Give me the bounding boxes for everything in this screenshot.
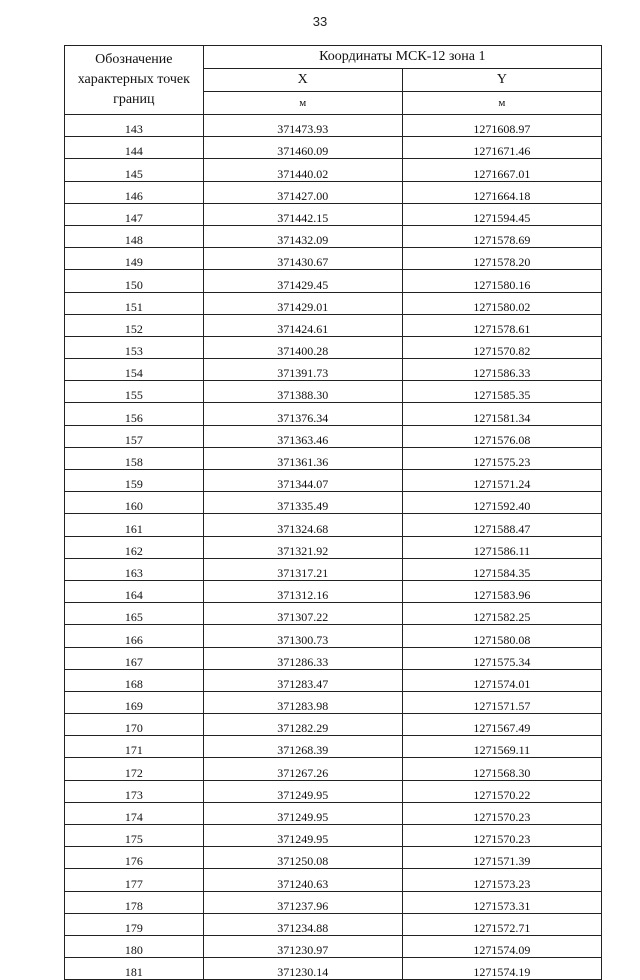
point-cell	[65, 470, 204, 492]
y-cell	[402, 691, 601, 713]
coordinates-table	[64, 45, 602, 980]
point-cell	[65, 381, 204, 403]
point-cell	[65, 625, 204, 647]
y-cell-value: 1271588.47	[473, 521, 531, 536]
table-row	[65, 714, 602, 736]
x-cell	[203, 403, 402, 425]
y-cell	[402, 425, 601, 447]
x-cell-value: 371376.34	[277, 410, 329, 425]
y-cell	[402, 270, 601, 292]
y-cell	[402, 359, 601, 381]
point-cell	[65, 758, 204, 780]
table-row	[65, 514, 602, 536]
y-cell-value: 1271573.31	[473, 898, 531, 913]
y-cell-value: 1271568.30	[473, 765, 531, 780]
y-cell	[402, 137, 601, 159]
x-cell	[203, 270, 402, 292]
x-cell-value: 371321.92	[277, 543, 329, 558]
point-cell	[65, 536, 204, 558]
point-cell-value: 148	[124, 233, 143, 248]
table-row	[65, 536, 602, 558]
page-number: 33	[312, 14, 328, 29]
table-row	[65, 492, 602, 514]
table-row	[65, 425, 602, 447]
y-cell-value: 1271570.22	[473, 787, 531, 802]
x-cell-value: 371430.67	[277, 255, 329, 270]
y-cell-value: 1271580.02	[473, 299, 531, 314]
y-cell	[402, 736, 601, 758]
x-cell	[203, 847, 402, 869]
y-cell-value: 1271583.96	[473, 588, 531, 603]
table-row	[65, 359, 602, 381]
y-cell-value: 1271571.57	[473, 699, 531, 714]
table-row	[65, 203, 602, 225]
y-cell	[402, 958, 601, 980]
point-cell-value: 177	[124, 876, 143, 891]
point-cell	[65, 137, 204, 159]
x-cell-value: 371237.96	[277, 898, 329, 913]
y-cell-value: 1271576.08	[473, 432, 531, 447]
table-row	[65, 603, 602, 625]
x-cell	[203, 514, 402, 536]
table-row	[65, 248, 602, 270]
x-cell-value: 371283.98	[277, 699, 329, 714]
x-cell	[203, 825, 402, 847]
x-cell	[203, 137, 402, 159]
point-cell	[65, 225, 204, 247]
x-cell	[203, 580, 402, 602]
y-cell-value: 1271574.09	[473, 943, 531, 958]
y-cell-value: 1271578.61	[473, 321, 531, 336]
y-cell	[402, 447, 601, 469]
x-cell	[203, 714, 402, 736]
point-cell-value: 144	[124, 144, 143, 159]
point-cell-value: 168	[124, 676, 143, 691]
y-cell-value: 1271574.19	[473, 965, 531, 980]
y-cell-value: 1271572.71	[473, 920, 531, 935]
x-cell	[203, 869, 402, 891]
x-cell	[203, 558, 402, 580]
x-cell	[203, 536, 402, 558]
y-cell-value: 1271567.49	[473, 721, 531, 736]
table-row	[65, 869, 602, 891]
y-unit: м	[402, 92, 601, 115]
y-cell	[402, 780, 601, 802]
y-cell	[402, 913, 601, 935]
table-row	[65, 625, 602, 647]
y-cell	[402, 292, 601, 314]
table-row	[65, 336, 602, 358]
coordinates-group-header: Координаты МСК-12 зона 1	[203, 46, 601, 69]
table-row	[65, 802, 602, 824]
y-cell	[402, 558, 601, 580]
point-cell-value: 145	[124, 166, 143, 181]
x-cell-value: 371473.93	[277, 122, 329, 137]
point-cell	[65, 891, 204, 913]
point-cell	[65, 714, 204, 736]
x-cell-value: 371240.63	[277, 876, 329, 891]
y-cell	[402, 625, 601, 647]
x-cell-value: 371317.21	[277, 565, 329, 580]
y-cell-value: 1271575.34	[473, 654, 531, 669]
point-cell	[65, 292, 204, 314]
point-cell	[65, 935, 204, 957]
x-cell-value: 371230.97	[277, 943, 329, 958]
y-cell-value: 1271664.18	[473, 188, 531, 203]
point-cell	[65, 447, 204, 469]
x-cell	[203, 470, 402, 492]
y-cell	[402, 669, 601, 691]
point-cell	[65, 159, 204, 181]
y-cell	[402, 403, 601, 425]
x-cell-value: 371429.01	[277, 299, 329, 314]
table-row	[65, 181, 602, 203]
point-cell-value: 159	[124, 477, 143, 492]
y-cell	[402, 203, 601, 225]
point-cell	[65, 425, 204, 447]
x-cell	[203, 802, 402, 824]
x-cell-value: 371440.02	[277, 166, 329, 181]
point-cell-value: 150	[124, 277, 143, 292]
x-cell	[203, 115, 402, 137]
x-cell	[203, 203, 402, 225]
table-row	[65, 780, 602, 802]
x-cell-value: 371300.73	[277, 632, 329, 647]
x-cell-value: 371432.09	[277, 233, 329, 248]
x-cell	[203, 292, 402, 314]
point-cell-value: 180	[124, 943, 143, 958]
x-cell-value: 371282.29	[277, 721, 329, 736]
x-cell	[203, 647, 402, 669]
table-row	[65, 381, 602, 403]
y-cell	[402, 314, 601, 336]
x-cell	[203, 159, 402, 181]
table-row	[65, 137, 602, 159]
point-cell-value: 143	[124, 122, 143, 137]
point-cell-value: 169	[124, 699, 143, 714]
point-cell-value: 152	[124, 321, 143, 336]
y-cell	[402, 181, 601, 203]
point-cell	[65, 181, 204, 203]
y-cell-value: 1271586.33	[473, 366, 531, 381]
y-cell	[402, 336, 601, 358]
table-row	[65, 292, 602, 314]
point-cell-value: 153	[124, 344, 143, 359]
x-cell-value: 371335.49	[277, 499, 329, 514]
y-cell	[402, 802, 601, 824]
point-cell-value: 164	[124, 588, 143, 603]
y-cell-value: 1271581.34	[473, 410, 531, 425]
point-label-header: Обозначение характерных точек границ	[65, 46, 204, 115]
point-cell-value: 173	[124, 787, 143, 802]
y-cell	[402, 825, 601, 847]
point-cell-value: 166	[124, 632, 143, 647]
y-cell-value: 1271578.69	[473, 233, 531, 248]
x-cell	[203, 958, 402, 980]
y-cell	[402, 714, 601, 736]
x-cell	[203, 359, 402, 381]
point-cell-value: 155	[124, 388, 143, 403]
y-cell-value: 1271571.39	[473, 854, 531, 869]
x-header: X	[203, 69, 402, 92]
y-cell-value: 1271570.23	[473, 832, 531, 847]
point-cell-value: 167	[124, 654, 143, 669]
table-row	[65, 891, 602, 913]
table-row	[65, 225, 602, 247]
table-row	[65, 847, 602, 869]
x-cell-value: 371400.28	[277, 344, 329, 359]
table-row	[65, 913, 602, 935]
point-cell	[65, 802, 204, 824]
x-cell	[203, 425, 402, 447]
x-cell-value: 371267.26	[277, 765, 329, 780]
y-cell-value: 1271574.01	[473, 676, 531, 691]
point-cell	[65, 847, 204, 869]
x-cell-value: 371361.36	[277, 455, 329, 469]
x-cell-value: 371249.95	[277, 787, 329, 802]
point-cell-value: 174	[124, 810, 143, 824]
table-row	[65, 115, 602, 137]
point-cell	[65, 514, 204, 536]
x-cell	[203, 913, 402, 935]
point-cell	[65, 248, 204, 270]
x-cell-value: 371312.16	[277, 588, 329, 603]
y-cell	[402, 758, 601, 780]
point-cell-value: 170	[124, 721, 143, 736]
y-cell-value: 1271592.40	[473, 499, 531, 514]
y-cell	[402, 869, 601, 891]
point-cell	[65, 825, 204, 847]
point-cell-value: 161	[124, 521, 143, 536]
x-cell	[203, 736, 402, 758]
y-cell	[402, 381, 601, 403]
table-header	[65, 46, 602, 115]
x-unit: м	[203, 92, 402, 115]
point-cell-value: 157	[124, 432, 143, 447]
x-cell	[203, 336, 402, 358]
point-cell	[65, 492, 204, 514]
table-row	[65, 825, 602, 847]
x-cell-value: 371249.95	[277, 810, 329, 824]
y-cell	[402, 225, 601, 247]
point-cell-value: 154	[124, 366, 143, 381]
point-cell	[65, 780, 204, 802]
point-cell	[65, 115, 204, 137]
x-cell	[203, 603, 402, 625]
x-cell-value: 371250.08	[277, 854, 329, 869]
x-cell-value: 371344.07	[277, 477, 329, 492]
point-cell	[65, 691, 204, 713]
x-cell	[203, 248, 402, 270]
y-cell	[402, 647, 601, 669]
point-cell-value: 149	[124, 255, 143, 270]
x-cell	[203, 669, 402, 691]
y-header: Y	[402, 69, 601, 92]
y-cell-value: 1271594.45	[473, 210, 531, 225]
x-cell-value: 371283.47	[277, 676, 329, 691]
x-cell	[203, 691, 402, 713]
y-cell-value: 1271586.11	[473, 543, 531, 558]
x-cell	[203, 492, 402, 514]
x-cell-value: 371286.33	[277, 654, 329, 669]
point-cell-value: 162	[124, 543, 143, 558]
y-cell-value: 1271580.16	[473, 277, 531, 292]
x-cell-value: 371324.68	[277, 521, 329, 536]
x-cell	[203, 447, 402, 469]
point-cell	[65, 913, 204, 935]
y-cell	[402, 580, 601, 602]
point-cell	[65, 203, 204, 225]
table-row	[65, 736, 602, 758]
table-row	[65, 935, 602, 957]
table-row	[65, 580, 602, 602]
point-cell-value: 160	[124, 499, 143, 514]
point-cell-value: 178	[124, 898, 143, 913]
y-cell	[402, 514, 601, 536]
table-row	[65, 558, 602, 580]
table-row	[65, 647, 602, 669]
point-cell-value: 163	[124, 565, 143, 580]
y-cell	[402, 248, 601, 270]
point-cell	[65, 558, 204, 580]
point-cell-value: 179	[124, 920, 143, 935]
table-row	[65, 758, 602, 780]
x-cell	[203, 780, 402, 802]
x-cell-value: 371230.14	[277, 965, 329, 980]
table-body	[65, 115, 602, 980]
x-cell-value: 371307.22	[277, 610, 329, 625]
point-cell-value: 165	[124, 610, 143, 625]
table-row	[65, 669, 602, 691]
point-cell	[65, 669, 204, 691]
y-cell	[402, 115, 601, 137]
point-cell-value: 172	[124, 765, 143, 780]
x-cell-value: 371442.15	[277, 210, 329, 225]
point-cell-value: 146	[124, 188, 143, 203]
point-cell	[65, 314, 204, 336]
y-cell	[402, 603, 601, 625]
table-row	[65, 470, 602, 492]
y-cell-value: 1271582.25	[473, 610, 531, 625]
y-cell	[402, 470, 601, 492]
y-cell	[402, 492, 601, 514]
y-cell-value: 1271571.24	[473, 477, 531, 492]
point-cell	[65, 359, 204, 381]
table-row	[65, 314, 602, 336]
x-cell	[203, 314, 402, 336]
x-cell-value: 371391.73	[277, 366, 329, 381]
y-cell-value: 1271575.23	[473, 455, 531, 469]
y-cell	[402, 935, 601, 957]
x-cell-value: 371388.30	[277, 388, 329, 403]
point-cell	[65, 603, 204, 625]
x-cell	[203, 935, 402, 957]
y-cell-value: 1271578.20	[473, 255, 531, 270]
x-cell	[203, 625, 402, 647]
y-cell-value: 1271573.23	[473, 876, 531, 891]
x-cell-value: 371268.39	[277, 743, 329, 758]
point-cell-value: 151	[124, 299, 143, 314]
x-cell-value: 371234.88	[277, 920, 329, 935]
table-row	[65, 958, 602, 980]
x-cell-value: 371429.45	[277, 277, 329, 292]
y-cell-value: 1271667.01	[473, 166, 531, 181]
table-row	[65, 447, 602, 469]
x-cell	[203, 381, 402, 403]
y-cell-value: 1271585.35	[473, 388, 531, 403]
point-cell-value: 176	[124, 854, 143, 869]
y-cell-value: 1271570.82	[473, 344, 531, 359]
point-cell	[65, 647, 204, 669]
point-cell	[65, 270, 204, 292]
point-cell-value: 175	[124, 832, 143, 847]
y-cell-value: 1271580.08	[473, 632, 531, 647]
y-cell-value: 1271570.23	[473, 810, 531, 824]
y-cell	[402, 536, 601, 558]
table-row	[65, 691, 602, 713]
point-cell	[65, 958, 204, 980]
y-cell	[402, 159, 601, 181]
table-row	[65, 270, 602, 292]
y-cell-value: 1271584.35	[473, 565, 531, 580]
x-cell-value: 371424.61	[277, 321, 329, 336]
x-cell	[203, 891, 402, 913]
point-cell	[65, 736, 204, 758]
point-cell-value: 147	[124, 210, 143, 225]
point-cell	[65, 336, 204, 358]
point-cell-value: 158	[124, 455, 143, 469]
y-cell	[402, 891, 601, 913]
y-cell	[402, 847, 601, 869]
x-cell	[203, 181, 402, 203]
point-cell-value: 181	[124, 965, 143, 980]
point-cell-value: 156	[124, 410, 143, 425]
point-cell	[65, 580, 204, 602]
x-cell-value: 371460.09	[277, 144, 329, 159]
x-cell	[203, 225, 402, 247]
table-row	[65, 159, 602, 181]
y-cell-value: 1271569.11	[473, 743, 531, 758]
point-cell-value: 171	[124, 743, 143, 758]
x-cell	[203, 758, 402, 780]
x-cell-value: 371427.00	[277, 188, 329, 203]
y-cell-value: 1271671.46	[473, 144, 531, 159]
x-cell-value: 371249.95	[277, 832, 329, 847]
x-cell-value: 371363.46	[277, 432, 329, 447]
point-cell	[65, 869, 204, 891]
table-row	[65, 403, 602, 425]
point-cell	[65, 403, 204, 425]
y-cell-value: 1271608.97	[473, 122, 531, 137]
